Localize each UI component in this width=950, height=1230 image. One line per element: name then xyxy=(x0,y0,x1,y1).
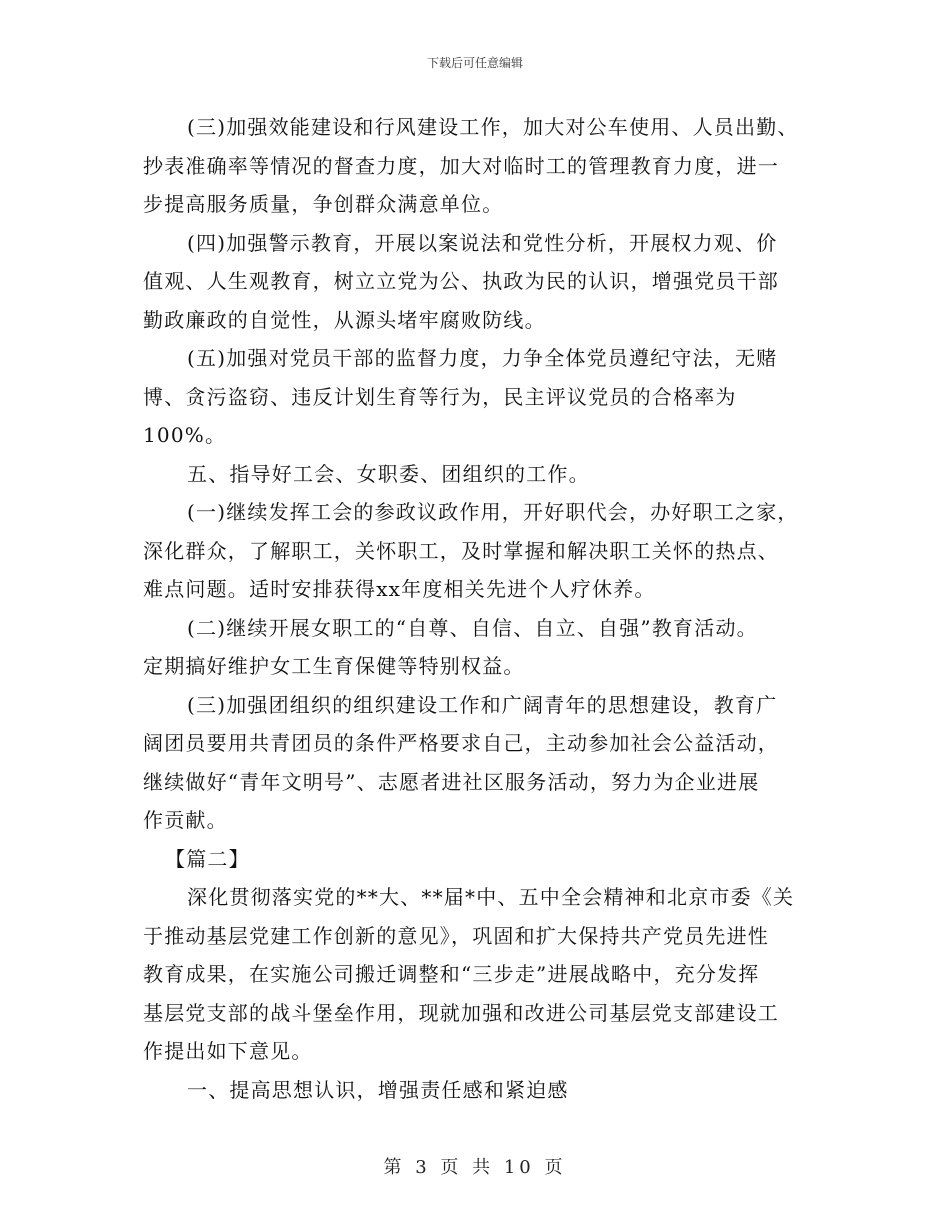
paragraph-line: 作贡献。 xyxy=(143,808,228,832)
page-header: 下载后可任意编辑 xyxy=(426,56,523,70)
paragraph-line: 继续做好“青年文明号”、志愿者进社区服务活动，努力为企业进展 xyxy=(143,769,760,794)
paragraph-line: 定期搞好维护女工生育保健等特别权益。 xyxy=(143,654,525,678)
section-heading: 五、指导好工会、女职委、团组织的工作。 xyxy=(187,461,590,486)
paragraph-line: 基层党支部的战斗堡垒作用，现就加强和改进公司基层党支部建设工 xyxy=(143,1000,779,1025)
paragraph-line: 难点问题。适时安排获得xx年度相关先进个人疗休养。 xyxy=(143,577,656,601)
paragraph-line: (二)继续开展女职工的“自尊、自信、自立、自强”教育活动。 xyxy=(187,615,758,640)
paragraph-line: 阔团员要用共青团员的条件严格要求自己，主动参加社会公益活动， xyxy=(143,731,779,755)
paragraph-line: (一)继续发挥工会的参政议政作用，开好职代会，办好职工之家， xyxy=(187,500,799,524)
paragraph-line: (四)加强警示教育，开展以案说法和党性分析，开展权力观、价 xyxy=(187,230,778,255)
paragraph-line: 深化贯彻落实党的**大、**届*中、五中全会精神和北京市委《关 xyxy=(187,885,795,909)
paragraph-line: (三)加强效能建设和行风建设工作，加大对公车使用、人员出勤、 xyxy=(187,115,799,139)
paragraph-line: (五)加强对党员干部的监督力度，力争全体党员遵纪守法，无赌 xyxy=(187,346,778,370)
paragraph-line: 于推动基层党建工作创新的意见》，巩固和扩大保持共产党员先进性 xyxy=(143,923,769,948)
paragraph-line: 教育成果，在实施公司搬迁调整和“三步走”进展战略中，充分发挥 xyxy=(143,962,760,986)
paragraph-line: 步提高服务质量，争创群众满意单位。 xyxy=(143,192,504,216)
document-body xyxy=(143,108,815,1109)
paragraph-line: 深化群众，了解职工，关怀职工，及时掌握和解决职工关怀的热点、 xyxy=(143,538,779,563)
paragraph-line: (三)加强团组织的组织建设工作和广阔青年的思想建设，教育广 xyxy=(187,692,778,717)
paragraph-line: 100%。 xyxy=(143,423,227,447)
section-heading: 一、提高思想认识，增强责任感和紧迫感 xyxy=(187,1077,569,1102)
paragraph-line: 博、贪污盗窃、违反计划生育等行为，民主评议党员的合格率为 xyxy=(143,384,737,409)
paragraph-line: 值观、人生观教育，树立立党为公、执政为民的认识，增强党员干部 xyxy=(143,269,779,293)
part-heading: 【篇二】 xyxy=(165,846,250,871)
paragraph-line: 作提出如下意见。 xyxy=(143,1039,313,1063)
paragraph-line: 抄表准确率等情况的督查力度，加大对临时工的管理教育力度，进一 xyxy=(143,153,779,178)
paragraph-line: 勤政廉政的自觉性，从源头堵牢腐败防线。 xyxy=(143,307,546,332)
page-footer: 第 3 页 共 10 页 xyxy=(383,1157,567,1178)
